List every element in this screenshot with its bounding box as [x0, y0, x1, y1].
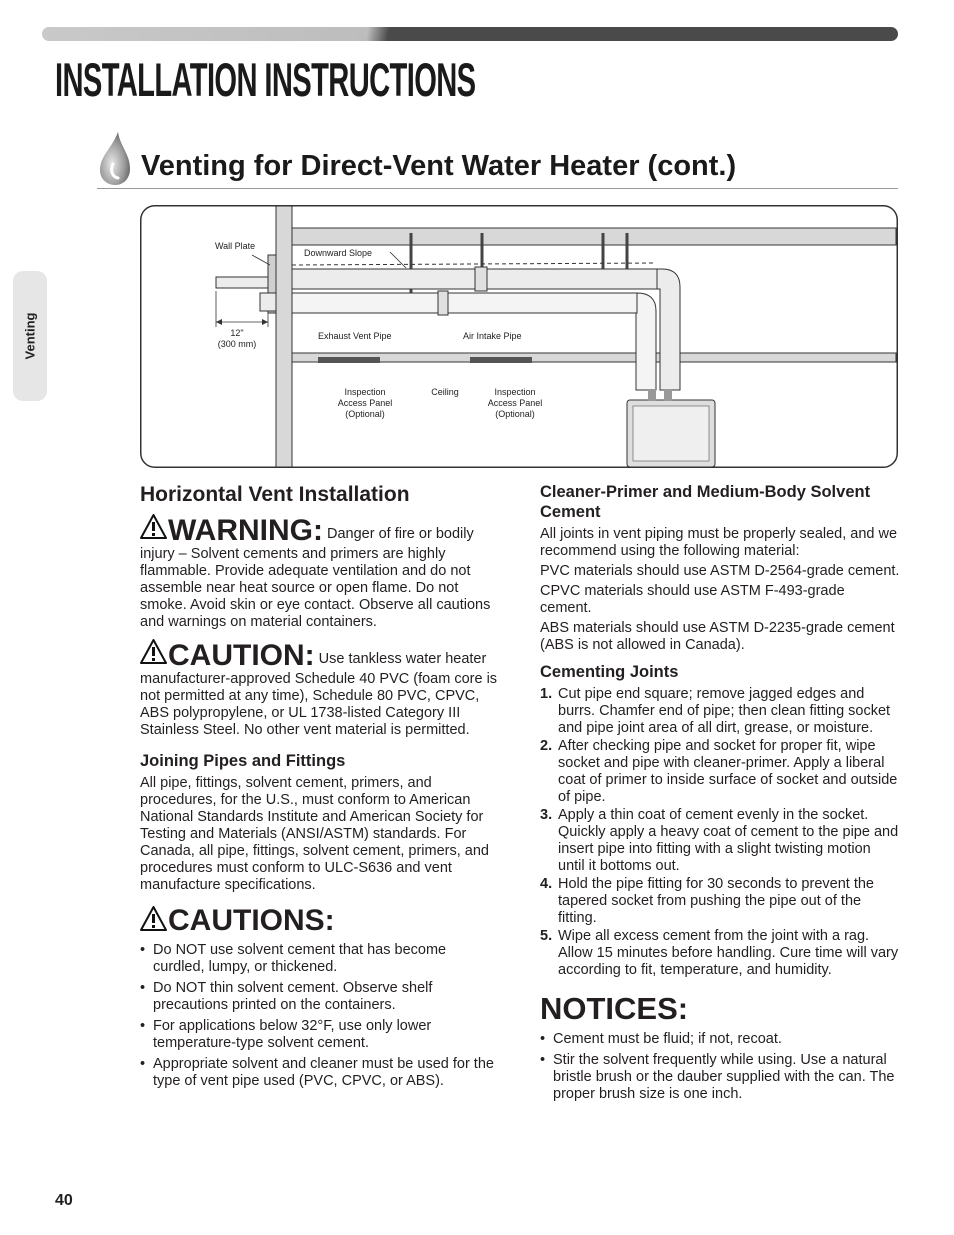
- notices-list: [540, 1031, 900, 1103]
- step-text: Hold the pipe fitting for 30 seconds to prevent the tapered socket from pushing the pipe out of the fitting.: [558, 876, 874, 926]
- bullet: •: [140, 1056, 146, 1072]
- step-item: [540, 738, 900, 806]
- label-panel-a-line2: Access Panel: [337, 398, 393, 408]
- cautions-list: [140, 942, 500, 1090]
- step-text: Apply a thin coat of cement evenly in the socket. Quickly apply a heavy coat of cement to the pipe and insert pipe into fitting with a slight twisting motion until it bottoms out.: [558, 807, 899, 874]
- step-item: [540, 686, 900, 737]
- bullet: •: [540, 1031, 546, 1047]
- step-text: Wipe all excess cement from the joint with a rag. Allow 15 minutes before handling. Cure time will vary according to fit, temperature, and humidity.: [558, 928, 899, 978]
- side-tab-label: Venting: [22, 312, 38, 360]
- title-divider: [97, 188, 898, 189]
- warning-block: [140, 514, 500, 631]
- horizontal-vent-heading: Horizontal Vent Installation: [140, 483, 410, 506]
- list-item-text: Do NOT use solvent cement that has become curdled, lumpy, or thickened.: [153, 942, 447, 975]
- bullet: •: [140, 942, 146, 958]
- cementing-steps: [540, 686, 900, 979]
- cleaner-paragraph: All joints in vent piping must be properly sealed, and we recommend using the following material:: [540, 526, 898, 559]
- step-item: [540, 876, 900, 927]
- cleaner-paragraph: CPVC materials should use ASTM F-493-grade cement.: [540, 583, 845, 616]
- caution-triangle-icon: [140, 639, 167, 664]
- label-panel-b-line3: (Optional): [495, 409, 535, 419]
- page-title: INSTALLATION INSTRUCTIONS: [55, 53, 476, 106]
- step-text: Cut pipe end square; remove jagged edges and burrs. Chamfer end of pipe; then clean fitting socket and pipe joint area of all dirt, grease, or moisture.: [558, 686, 891, 736]
- step-number: 2.: [540, 738, 553, 754]
- label-panel-a-line3: (Optional): [345, 409, 385, 419]
- bullet: •: [140, 980, 146, 996]
- page-number: 40: [55, 1192, 73, 1209]
- list-item-text: For applications below 32°F, use only lower temperature-type solvent cement.: [153, 1018, 432, 1051]
- cautions-label: CAUTIONS:: [168, 904, 335, 937]
- section-title: Venting for Direct-Vent Water Heater (cont.): [141, 150, 737, 182]
- label-air-intake-pipe: Air Intake Pipe: [463, 331, 522, 341]
- step-number: 3.: [540, 807, 553, 823]
- label-ceiling: Ceiling: [431, 387, 459, 397]
- bullet: •: [540, 1052, 546, 1068]
- list-item: [540, 1052, 900, 1103]
- label-wall-plate: Wall Plate: [215, 241, 256, 251]
- step-number: 1.: [540, 686, 553, 702]
- warning-label: WARNING:: [168, 514, 323, 547]
- list-item: [140, 980, 500, 1014]
- label-exhaust-pipe: Exhaust Vent Pipe: [318, 331, 392, 341]
- step-item: [540, 807, 900, 875]
- joining-heading: Joining Pipes and Fittings: [140, 752, 346, 770]
- warning-triangle-icon: [140, 514, 167, 539]
- list-item-text: Appropriate solvent and cleaner must be used for the type of vent pipe used (PVC, CPVC, or ABS).: [153, 1056, 494, 1089]
- list-item: [140, 942, 500, 976]
- label-panel-b-line1: Inspection: [494, 387, 536, 397]
- step-text: After checking pipe and socket for proper fit, wipe socket and pipe with cleaner-primer. Apply a liberal coat of primer to inside surface of socket and outside of pipe.: [558, 738, 898, 805]
- label-dim-line2: (300 mm): [217, 339, 257, 349]
- list-item-text: Do NOT thin solvent cement. Observe shelf precautions printed on the containers.: [153, 980, 433, 1013]
- caution-label: CAUTION:: [168, 639, 315, 672]
- right-column: [540, 478, 900, 1107]
- label-dim-line1: 12": [230, 328, 244, 338]
- venting-diagram: [140, 205, 898, 468]
- list-item-text: Cement must be fluid; if not, recoat.: [553, 1031, 782, 1047]
- step-number: 5.: [540, 928, 553, 944]
- caution-block: [140, 639, 500, 739]
- joining-paragraph: All pipe, fittings, solvent cement, primers, and procedures, for the U.S., must conform to American National Standards Institute and American Society for Testing and Materials (ANSI/ASTM) standards. For Canada, all pipe, fittings, solvent cement, primers, and procedures must conform to ULC-S636 and vent manufacture specifications.: [140, 775, 489, 893]
- bullet: •: [140, 1018, 146, 1034]
- list-item: [140, 1056, 500, 1090]
- water-drop-icon: [96, 130, 134, 186]
- list-item: [540, 1031, 900, 1048]
- warning-text: Danger of fire or bodily injury – Solvent cements and primers are highly flammable. Provide adequate ventilation and do not assemble near heat source or open flame. Do not smoke. Avoid skin or eye contact. Observe all cautions and warnings on material containers.: [140, 526, 491, 630]
- cleaner-paragraph: PVC materials should use ASTM D-2564-grade cement.: [540, 563, 900, 579]
- cautions-triangle-icon: [140, 906, 167, 931]
- left-column: [140, 478, 500, 1094]
- step-item: [540, 928, 900, 979]
- step-number: 4.: [540, 876, 553, 892]
- header-bar: [42, 27, 898, 41]
- cleaner-primer-heading: Cleaner-Primer and Medium-Body Solvent Cement: [540, 483, 871, 521]
- label-downward-slope: Downward Slope: [304, 248, 373, 258]
- notices-heading: NOTICES:: [540, 991, 689, 1026]
- cleaner-paragraph: ABS materials should use ASTM D-2235-grade cement (ABS is not allowed in Canada).: [540, 620, 895, 653]
- cementing-joints-heading: Cementing Joints: [540, 663, 679, 681]
- cautions-heading: [140, 904, 500, 938]
- list-item: [140, 1018, 500, 1052]
- list-item-text: Stir the solvent frequently while using. Use a natural bristle brush or the dauber supplied with the can. The proper brush size is one inch.: [553, 1052, 895, 1102]
- label-panel-a-line1: Inspection: [344, 387, 386, 397]
- caution-text: Use tankless water heater manufacturer-approved Schedule 40 PVC (foam core is not permitted at any time), Schedule 80 PVC, CPVC, ABS polypropylene, or UL 1738-listed Category III Stainless Steel. No other vent material is permitted.: [140, 651, 498, 738]
- label-panel-b-line2: Access Panel: [487, 398, 543, 408]
